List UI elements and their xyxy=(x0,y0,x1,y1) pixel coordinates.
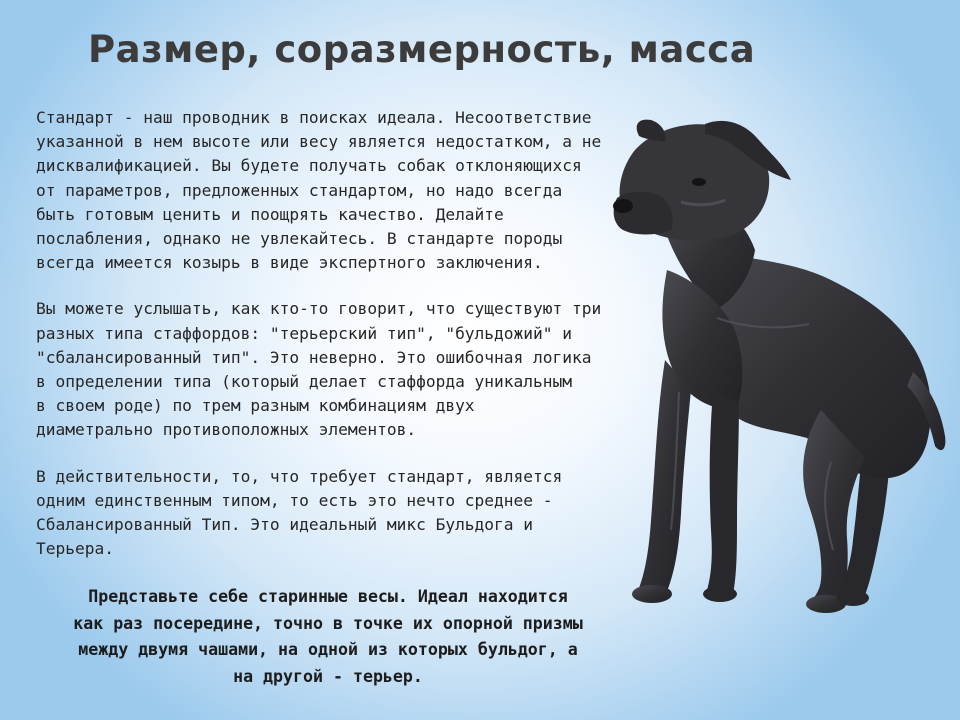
text-line: Сбалансированный Тип. Это идеальный микс Бульдога и xyxy=(36,515,534,535)
text-line: разных типа стаффордов: "терьерский тип", "бульдожий" и xyxy=(36,323,573,343)
dog-head xyxy=(613,120,791,241)
text-line: в определении типа (который делает стаффорда уникальным xyxy=(36,372,573,392)
body-text xyxy=(36,106,636,583)
text-line: "сбалансированный тип". Это неверно. Это ошибочная логика xyxy=(36,347,592,367)
emphasis-line: Представьте себе старинные весы. Идеал находится xyxy=(88,587,568,606)
paragraph-types xyxy=(36,297,636,442)
emphasis-line: на другой - терьер. xyxy=(233,666,423,686)
text-line: от параметров, предложенных стандартом, но надо всегда xyxy=(36,180,563,200)
text-line: быть готовым ценить и поощрять качество. Делайте xyxy=(36,204,504,224)
text-line: Стандарт - наш проводник в поисках идеала. Несоответствие xyxy=(36,108,592,127)
paragraph-balanced-type xyxy=(36,465,636,562)
text-line: в своем роде) по трем разным комбинациям двух xyxy=(36,396,475,416)
paragraph-standard xyxy=(36,106,636,275)
text-line: дисквалификацией. Вы будете получать собак отклоняющихся xyxy=(36,156,582,176)
text-line: всегда имеется козырь в виде экспертного заключения. xyxy=(36,253,543,273)
slide-title: Размер, соразмерность, масса xyxy=(88,28,756,71)
text-line: диаметрально противоположных элементов. xyxy=(36,420,417,440)
text-line: указанной в нем высоте или весу является недостатком, а не xyxy=(36,132,602,152)
text-line: Терьера. xyxy=(36,539,114,559)
dog-photo xyxy=(595,110,960,620)
emphasis-text xyxy=(28,584,628,690)
text-line: В действительности, то, что требует стандарт, является xyxy=(36,466,563,486)
text-line: Вы можете услышать, как кто-то говорит, что существуют три xyxy=(36,299,602,319)
text-line: одним единственным типом, то есть это нечто среднее - xyxy=(36,490,553,510)
emphasis-line: между двумя чашами, на одной из которых бульдог, а xyxy=(78,640,578,659)
emphasis-line: как раз посередине, точно в точке их опорной призмы xyxy=(73,613,583,633)
text-line: послабления, однако не увлекайтесь. В стандарте породы xyxy=(36,229,563,249)
